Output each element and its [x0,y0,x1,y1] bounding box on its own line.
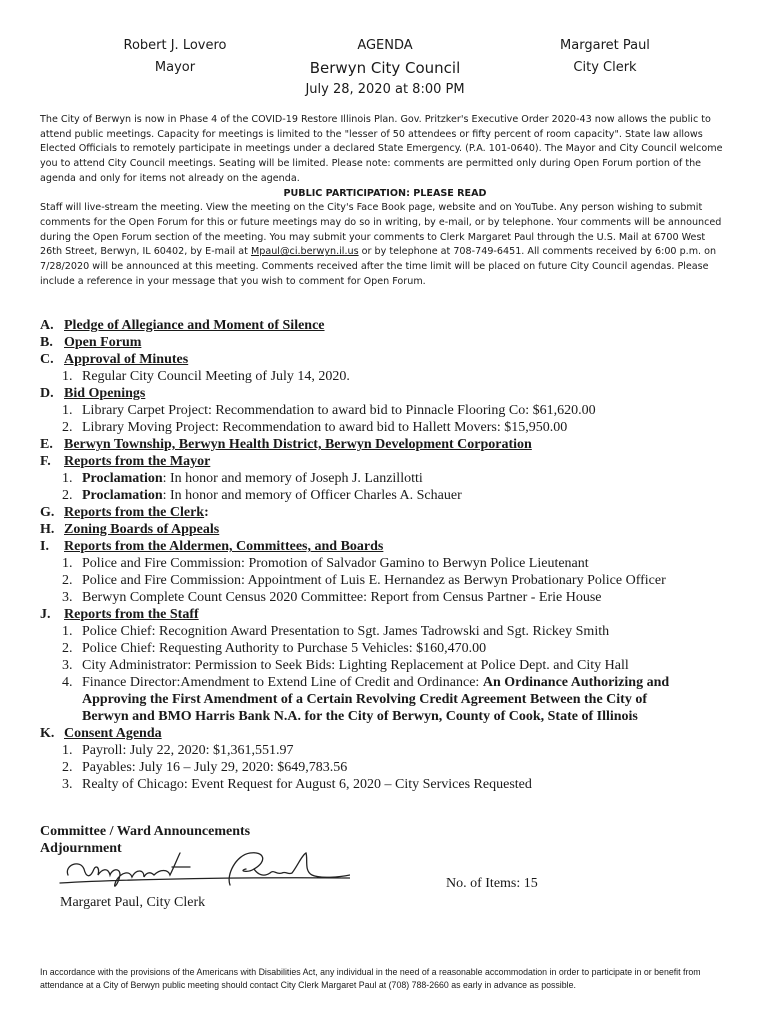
agenda-section-f [40,453,740,470]
section-title: Open Forum [64,335,142,350]
agenda-section-d [40,385,740,402]
agenda-item [40,487,740,504]
public-participation-text [40,201,730,289]
section-letter: F. [40,454,51,469]
item-text: Finance Director:Amendment to Extend Line of Credit and Ordinance: [82,675,483,690]
ordinance-title: An Ordinance Authorizing and [482,675,670,690]
item-text: Berwyn Complete Count Census 2020 Committee: Report from Census Partner - Erie House [82,590,602,605]
item-text: Realty of Chicago: Event Request for August 6, 2020 – City Services Requested [82,777,532,792]
agenda-section-e [40,436,740,453]
item-number: 3. [62,590,73,605]
section-letter: B. [40,335,53,350]
item-number: 1. [62,624,73,639]
agenda-item [40,759,740,776]
agenda-list [40,317,740,793]
ward-announcements: Committee / Ward Announcements [40,824,251,839]
participation-text-a: Staff will live-stream the meeting. View the meeting on the City's Face Book page, website and on YouTube. Any person wishing to submit comments for the Open Forum for this or future meetings may do so in writing, by e-mail, or by telephone. Your comments will be announced during the Open Forum section of the meeting. You may submit your comments to Clerk Margaret Paul through the U.S. Mail at 6700 West 26th Street, Berwyn, IL 60402, by E-mail at [40,202,722,258]
ada-notice: In accordance with the provisions of the Americans with Disabilities Act, any individual in the need of a reasonable accommodation in order to participate in or benefit from attendance at a City of Berwyn public meeting should contact City Clerk Margaret Paul at (708) 788-2660 as early in advance as possible. [40,967,701,990]
section-suffix: : [204,505,209,520]
agenda-label: AGENDA [357,38,413,53]
section-letter: I. [40,539,49,554]
meeting-date-time: July 28, 2020 at 8:00 PM [305,82,465,97]
item-label: Proclamation [82,471,163,486]
mayor-name: Robert J. Lovero [123,38,227,53]
section-letter: C. [40,352,54,367]
clerk-title: City Clerk [573,60,637,75]
intro-section [40,113,730,289]
agenda-item [40,589,740,606]
header-mayor [110,35,240,79]
item-number: 3. [62,777,73,792]
signature-stroke [60,853,350,886]
clerk-name: Margaret Paul [560,38,650,53]
item-number: 1. [62,471,73,486]
item-number: 2. [62,573,73,588]
agenda-section-h [40,521,740,538]
item-number: 2. [62,760,73,775]
item-text: Payables: July 16 – July 29, 2020: $649,783.56 [82,760,348,775]
agenda-item [40,640,740,657]
clerk-signature [50,845,350,895]
council-name: Berwyn City Council [309,59,461,77]
agenda-section-g [40,504,740,521]
section-letter: G. [40,505,55,520]
section-letter: E. [40,437,53,452]
section-letter: J. [40,607,51,622]
item-number: 4. [62,675,73,690]
item-number: 1. [62,743,73,758]
agenda-section-k [40,725,740,742]
header-clerk [530,35,680,79]
items-count: No. of Items: 15 [446,876,538,891]
agenda-item [40,470,740,487]
agenda-item [40,623,740,640]
item-text: Library Moving Project: Recommendation to award bid to Hallett Movers: $15,950.00 [82,420,568,435]
agenda-item [40,368,740,385]
section-letter: K. [40,726,55,741]
section-title: Reports from the Staff [64,607,199,622]
item-text: Payroll: July 22, 2020: $1,361,551.97 [82,743,294,758]
item-text: Library Carpet Project: Recommendation to award bid to Pinnacle Flooring Co: $61,620.00 [82,403,596,418]
covid-notice: The City of Berwyn is now in Phase 4 of the COVID-19 Restore Illinois Plan. Gov. Pritzker's Executive Order 2020-43 now allows the public to attend public meetings. Capacity for meetings is limited to the "lesser of 50 attendees or fifty percent of room capacity". State law allows Elected Officials to remotely participate in meetings under a declared State Emergency. (P.A. 101-0640). The Mayor and City Council welcome you to attend City Council meetings. Seating will be limited. Please note: comments are permitted only during Open Forum portion of the agenda and only for items not already on the agenda. [40,114,723,184]
signature-caption: Margaret Paul, City Clerk [60,895,206,910]
item-text: Regular City Council Meeting of July 14, 2020. [82,369,350,384]
section-title: Bid Openings [64,386,146,401]
section-title: Zoning Boards of Appeals [64,522,220,537]
agenda-item [40,776,740,793]
item-text: City Administrator: Permission to Seek Bids: Lighting Replacement at Police Dept. and City Hall [82,658,629,673]
participation-text-b: or by telephone at 708-749-6451. All comments received by 6:00 p.m. on 7/28/2020 will be announced at this meeting. Comments received after the time limit will be placed on future City Council agendas. Please include a reference in your message that you wish to comment for Open Forum. [40,246,717,287]
section-title: Pledge of Allegiance and Moment of Silence [64,318,325,333]
mayor-title: Mayor [154,60,196,75]
item-label: Proclamation [82,488,163,503]
item-number: 1. [62,403,73,418]
agenda-item [40,402,740,419]
agenda-item [40,419,740,436]
section-letter: D. [40,386,54,401]
agenda-section-c [40,351,740,368]
agenda-section-i [40,538,740,555]
section-title: Reports from the Aldermen, Committees, and Boards [64,539,384,554]
section-letter: H. [40,522,55,537]
item-number: 2. [62,420,73,435]
item-number: 2. [62,641,73,656]
agenda-section-j [40,606,740,623]
clerk-email-link[interactable]: Mpaul@ci.berwyn.il.us [250,246,359,258]
item-text: Police and Fire Commission: Appointment of Luis E. Hernandez as Berwyn Probationary Police Officer [82,573,666,588]
item-text: Police and Fire Commission: Promotion of Salvador Gamino to Berwyn Police Lieutenant [82,556,589,571]
item-number: 1. [62,369,73,384]
item-number: 3. [62,658,73,673]
agenda-section-a [40,317,740,334]
section-title: Consent Agenda [64,726,162,741]
item-number: 1. [62,556,73,571]
agenda-item [40,555,740,572]
section-title: Approval of Minutes [64,352,189,367]
item-text: Police Chief: Requesting Authority to Purchase 5 Vehicles: $160,470.00 [82,641,487,656]
item-text: : In honor and memory of Officer Charles A. Schauer [162,488,462,503]
section-title: Reports from the Mayor [64,454,211,469]
item-number: 2. [62,488,73,503]
agenda-item [40,674,740,691]
section-title: Berwyn Township, Berwyn Health District, Berwyn Development Corporation [64,437,532,452]
adjournment: Adjournment [40,841,122,856]
public-participation-heading: PUBLIC PARTICIPATION: PLEASE READ [283,187,487,199]
item-text: Police Chief: Recognition Award Presentation to Sgt. James Tadrowski and Sgt. Rickey Smith [82,624,610,639]
section-letter: A. [40,318,54,333]
ordinance-title-continued: Approving the First Amendment of a Certain Revolving Credit Agreement Between the City of [82,692,647,707]
section-title: Reports from the Clerk [64,505,205,520]
agenda-item [40,657,740,674]
ordinance-title-continued: Berwyn and BMO Harris Bank N.A. for the City of Berwyn, County of Cook, State of Illinois [82,709,638,724]
item-text: : In honor and memory of Joseph J. Lanzillotti [162,471,423,486]
header-center [270,35,500,101]
agenda-section-b [40,334,740,351]
agenda-item [40,572,740,589]
agenda-item [40,742,740,759]
